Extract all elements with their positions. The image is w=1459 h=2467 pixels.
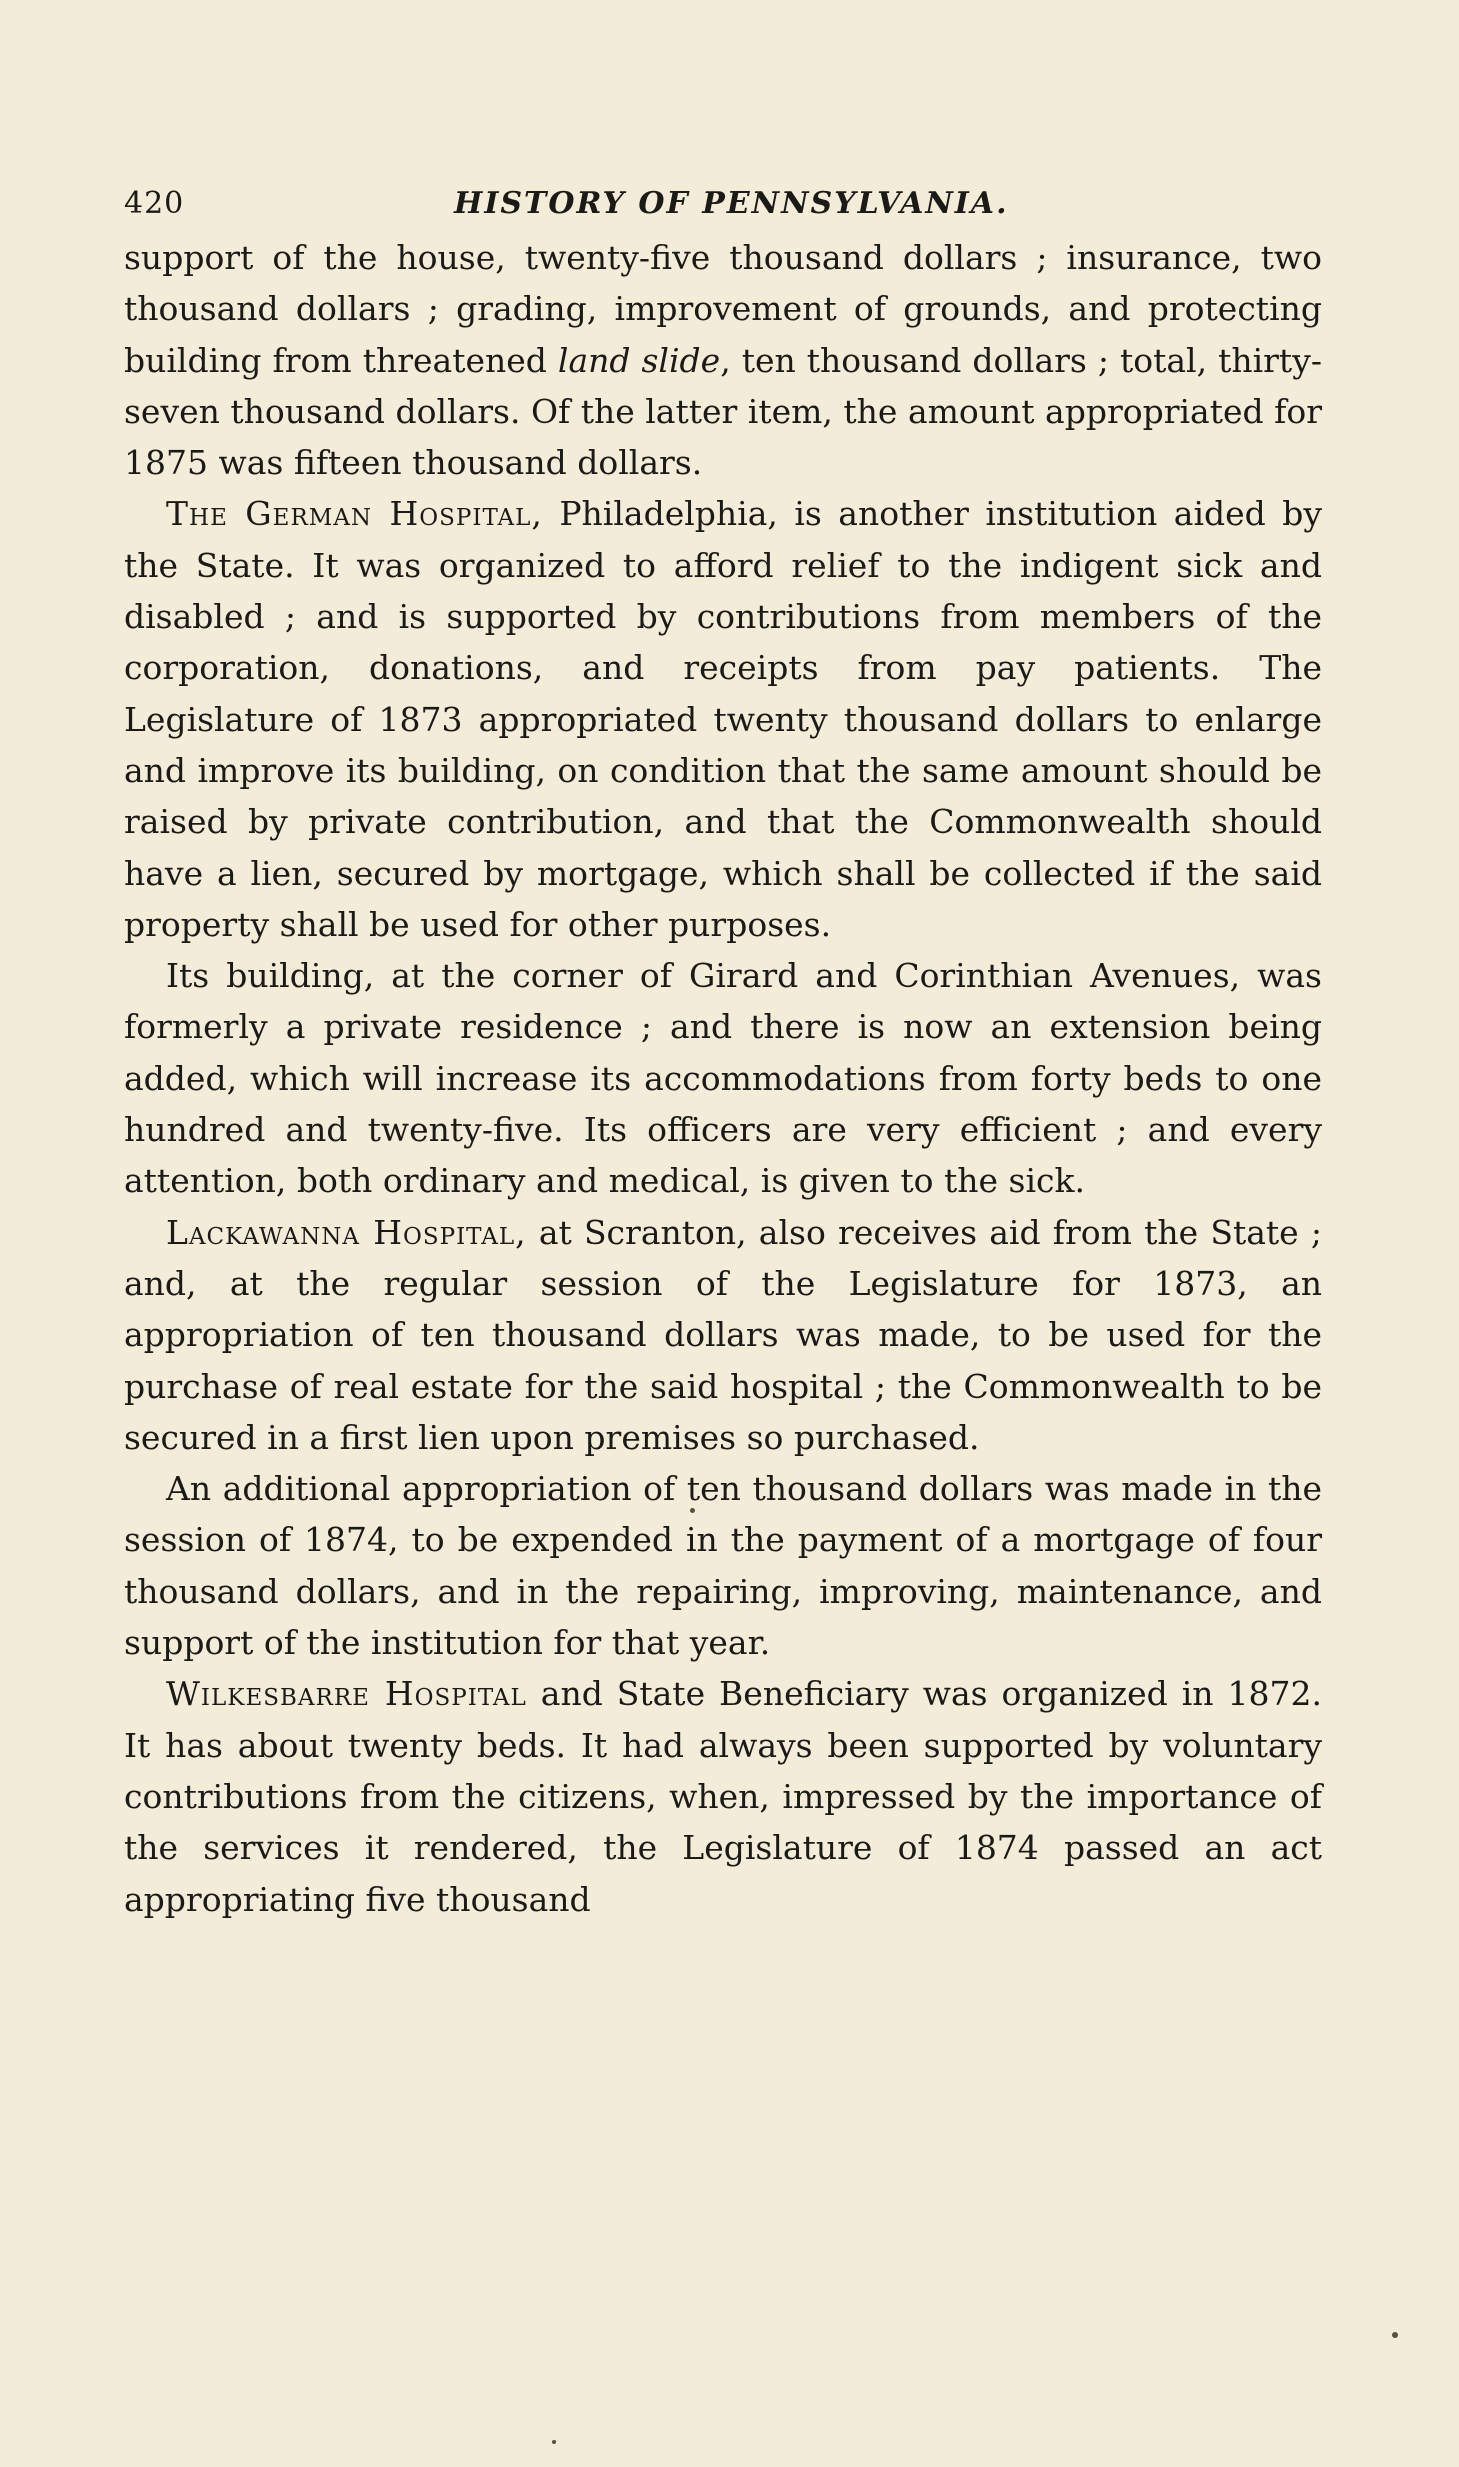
print-speck <box>1392 2332 1398 2338</box>
page-content <box>124 172 1322 1925</box>
paragraph-lead: The German Hospital, <box>166 494 543 534</box>
paragraph-text: at Scranton, also receives aid from the State ; and, at the regular session of the Legislature for 1873, an appropriation of ten thousand dollars was made, to be used for the purchase of real estate for the said hospital ; the Commonwealth to be secured in a first lien upon premises so purchased. <box>124 1212 1322 1457</box>
paragraph-building <box>124 950 1322 1206</box>
paragraph-text: support of the house, twenty-five thousand dollars ; insurance, two thousand dollars ; grading, improvement of grounds, and protecting building from threatened land slide, ten thousand dollars ; total, thirty-seven thousand dollars. Of the latter item, the amount appropriated for 1875 was fifteen thousand dollars. <box>124 238 1322 483</box>
paragraph-additional-appropriation <box>124 1463 1322 1668</box>
paragraph-text: An additional appropriation of ten thousand dollars was made in the session of 1874, to be expended in the payment of a mortgage of four thousand dollars, and in the repairing, improving, maintenance, and support of the institution for that year. <box>124 1469 1322 1663</box>
paragraph-text: Philadelphia, is another institution aided by the State. It was organized to afford relief to the indigent sick and disabled ; and is supported by contributions from members of the corporation, donations, and receipts from pay patients. The Legislature of 1873 appropriated twenty thousand dollars to enlarge and improve its building, on condition that the same amount should be raised by private contribution, and that the Commonwealth should have a lien, secured by mortgage, which shall be collected if the said property shall be used for other purposes. <box>124 494 1322 944</box>
paragraph-house-support <box>124 232 1322 488</box>
italic-phrase: land slide <box>557 340 721 380</box>
paragraph-lead: Lackawanna Hospital, <box>166 1212 527 1252</box>
running-head <box>124 172 1322 232</box>
paragraph-lead: Wilkesbarre Hospital <box>166 1674 527 1714</box>
paragraph-lackawanna-hospital <box>124 1207 1322 1463</box>
print-speck <box>552 2440 556 2444</box>
print-speck <box>690 1508 695 1513</box>
paragraph-text: Its building, at the corner of Girard and Corinthian Avenues, was formerly a private residence ; and there is now an extension being added, which will increase its accommodations from forty beds to one hundred and twenty-five. Its officers are very efficient ; and every attention, both ordinary and medical, is given to the sick. <box>124 956 1322 1201</box>
page-number: 420 <box>124 186 185 221</box>
running-title: HISTORY OF PENNSYLVANIA. <box>454 186 1009 221</box>
paragraph-german-hospital <box>124 488 1322 950</box>
paragraph-text: and State Beneficiary was organized in 1872. It has about twenty beds. It had always been supported by voluntary contributions from the citizens, when, impressed by the importance of the services it rendered, the Legislature of 1874 passed an act appropriating five thousand <box>124 1674 1322 1919</box>
body-text <box>124 232 1322 1925</box>
paragraph-wilkesbarre-hospital <box>124 1668 1322 1924</box>
